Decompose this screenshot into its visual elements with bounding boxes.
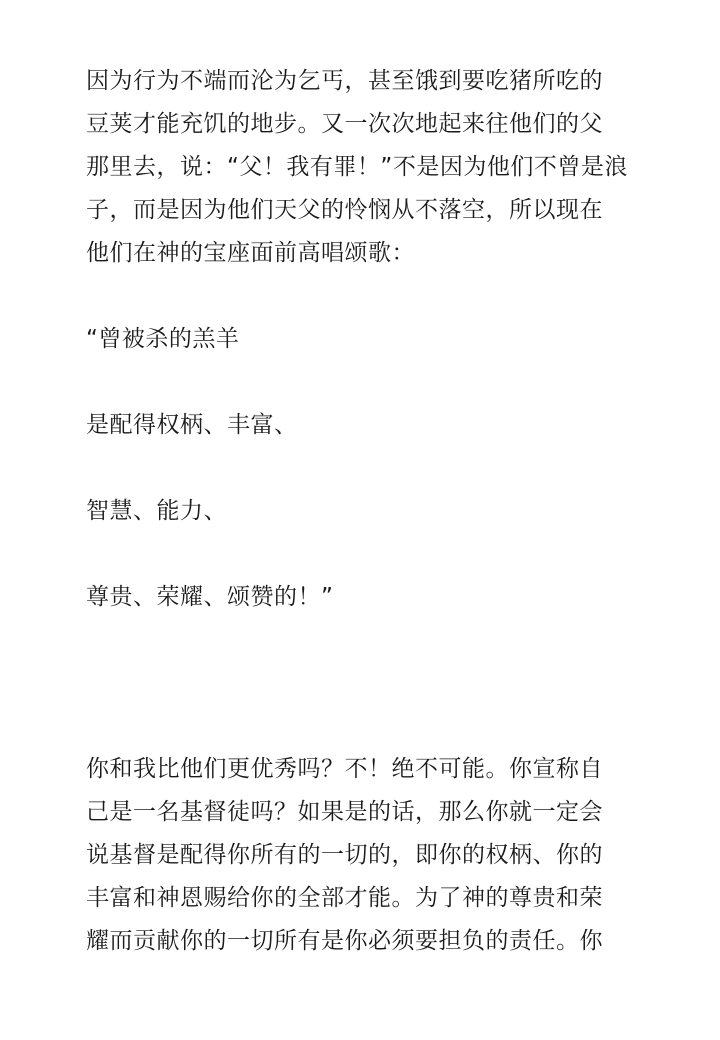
poem-line-3: 智慧、能力、 — [86, 498, 227, 524]
text-line: 他们在神的宝座面前高唱颂歌： — [86, 240, 415, 266]
paragraph-christian — [86, 748, 646, 963]
text-line: 那里去，说：“父！我有罪！”不是因为他们不曾是浪 — [86, 154, 628, 180]
text-line: 丰富和神恩赐给你的全部才能。为了神的尊贵和荣 — [86, 885, 603, 911]
document-page — [86, 60, 646, 963]
text-line: 子，而是因为他们天父的怜悯从不落空，所以现在 — [86, 197, 603, 223]
text-line: 说基督是配得你所有的一切的，即你的权柄、你的 — [86, 842, 603, 868]
text-line: 耀而贡献你的一切所有是你必须要担负的责任。你 — [86, 928, 603, 954]
text-line: 你和我比他们更优秀吗？不！绝不可能。你宣称自 — [86, 756, 603, 782]
poem-line-2: 是配得权柄、丰富、 — [86, 412, 298, 438]
poem-line-4: 尊贵、荣耀、颂赞的！” — [86, 584, 334, 610]
poem-line-1: “曾被杀的羔羊 — [86, 326, 240, 352]
text-line: 豆荚才能充饥的地步。又一次次地起来往他们的父 — [86, 111, 603, 137]
paragraph-prodigal — [86, 60, 646, 275]
text-line: 己是一名基督徒吗？如果是的话，那么你就一定会 — [86, 799, 603, 825]
text-line: 因为行为不端而沦为乞丐，甚至饿到要吃猪所吃的 — [86, 68, 603, 94]
